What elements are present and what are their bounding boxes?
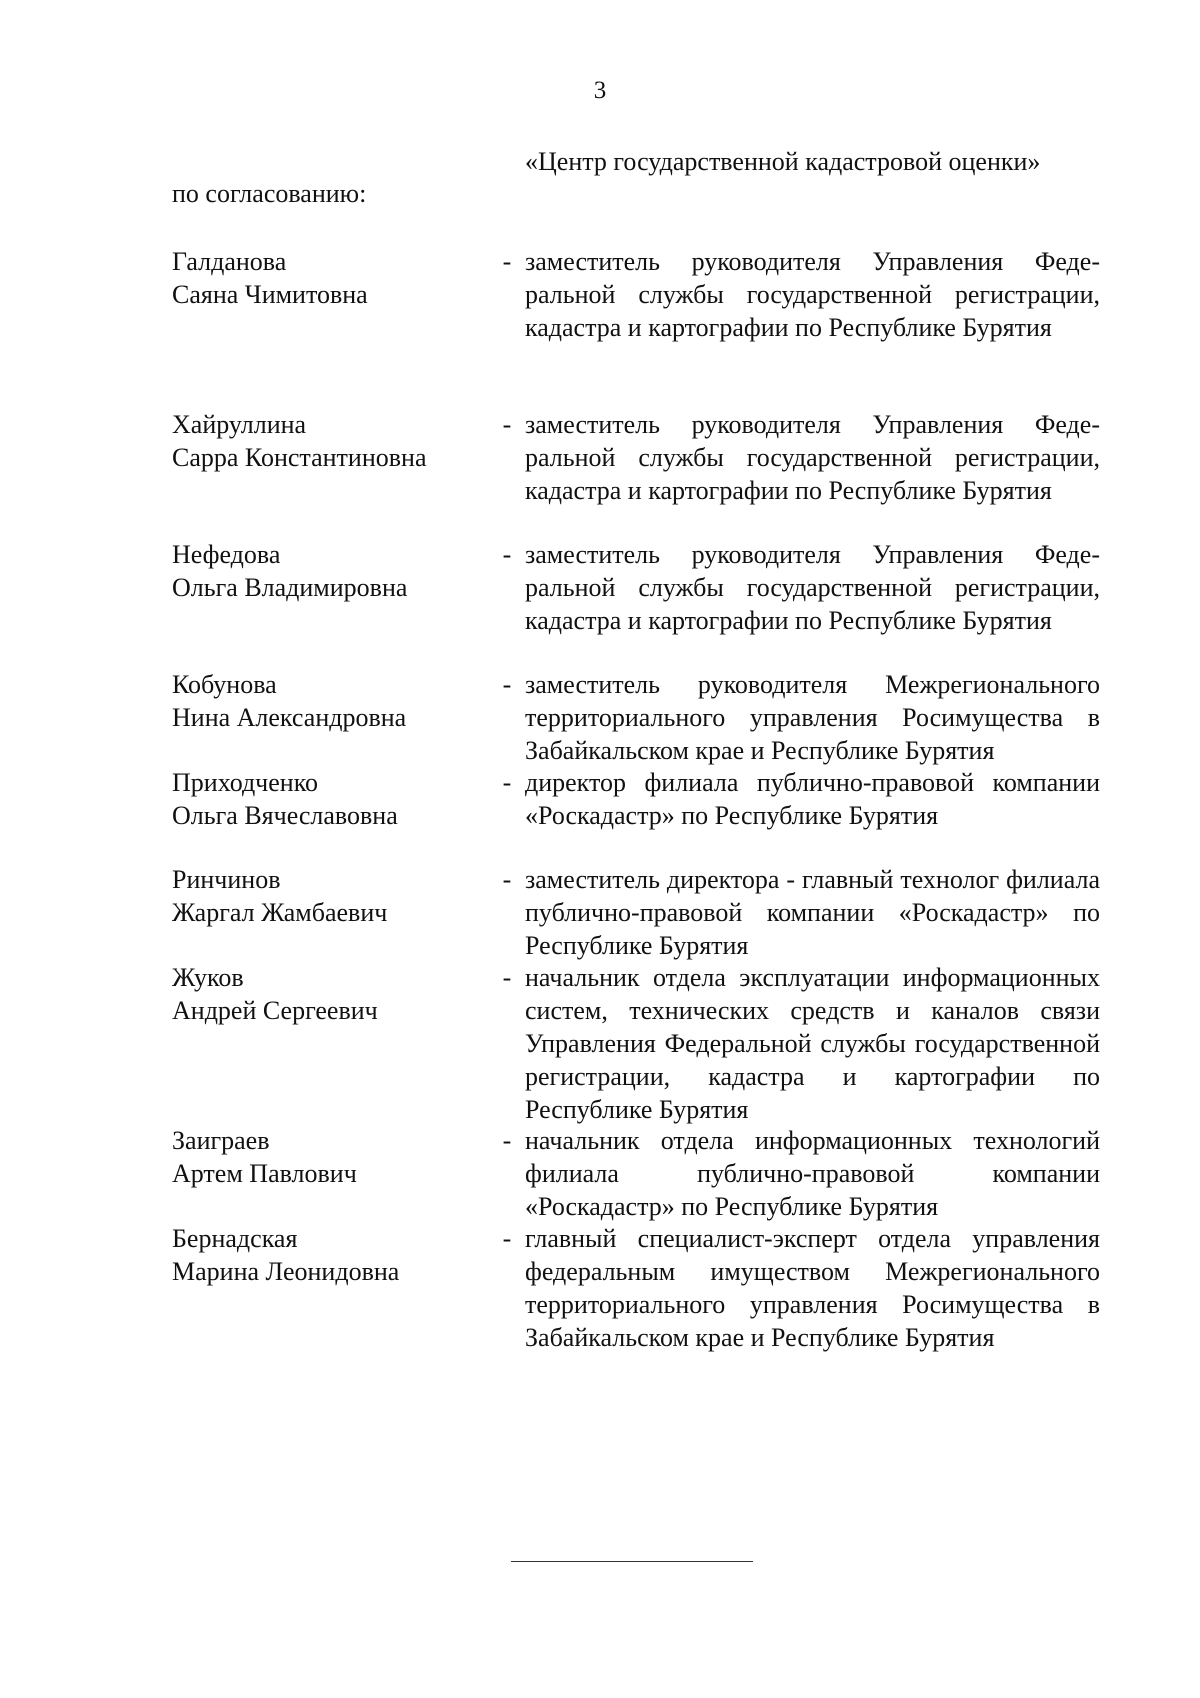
member-given-names: Марина Леонидовна [172, 1257, 400, 1286]
agreement-label: по согласованию: [172, 179, 367, 208]
page-number: 3 [593, 77, 607, 104]
member-surname: Приходченко [172, 768, 319, 797]
member-name [172, 668, 482, 734]
header-continuation-line: «Центр государственной кадастровой оценки» [525, 147, 1041, 176]
separator-dash: - [502, 540, 512, 569]
member-name [172, 1124, 482, 1190]
separator-dash: - [502, 1126, 512, 1155]
separator-dash: - [502, 670, 512, 699]
member-position: директор филиала публично-правовой компании «Роскадастр» по Республике Бурятия [525, 768, 1100, 830]
member-position: заместитель руководителя Управления Федеральной службы государственной регистрации, кадастра и картографии по Республике Бурятия [525, 540, 1100, 635]
member-name [172, 538, 482, 604]
member-position: заместитель директора - главный технолог филиала публично-правовой компании «Роскадастр» по Республике Бурятия [525, 865, 1100, 960]
member-given-names: Саяна Чимитовна [172, 280, 368, 309]
member-position: начальник отдела информационных технологий филиала публично-правовой компании «Роскадастр» по Республике Бурятия [525, 1126, 1100, 1221]
separator-dash: - [502, 768, 512, 797]
separator-dash: - [502, 410, 512, 439]
member-given-names: Андрей Сергеевич [172, 996, 378, 1025]
separator-dash: - [502, 1224, 512, 1253]
member-surname: Галданова [172, 247, 287, 276]
member-position: главный специалист-эксперт отдела управления федеральным имуществом Межрегионального территориального управления Росимущества в Забайкальском крае и Республике Бурятия [525, 1224, 1100, 1352]
member-surname: Заиграев [172, 1126, 270, 1155]
member-name [172, 1222, 482, 1288]
member-position: заместитель руководителя Межрегионального территориального управления Росимущества в Забайкальском крае и Республике Бурятия [525, 670, 1100, 765]
separator-dash: - [502, 247, 512, 276]
member-position: заместитель руководителя Управления Федеральной службы государственной регистрации, кадастра и картографии по Республике Бурятия [525, 410, 1100, 505]
member-surname: Ринчинов [172, 865, 281, 894]
member-given-names: Ольга Вячеславовна [172, 801, 398, 830]
separator-dash: - [502, 865, 512, 894]
member-surname: Кобунова [172, 670, 277, 699]
footnote-rule [511, 1561, 753, 1562]
separator-dash: - [502, 963, 512, 992]
member-name [172, 766, 482, 832]
member-given-names: Ольга Владимировна [172, 573, 408, 602]
member-position: начальник отдела эксплуатации информационных систем, технических средств и каналов связи Управления Федеральной службы государственной регистрации, кадастра и картографии по Республике Бурятия [525, 963, 1100, 1124]
member-position: заместитель руководителя Управления Федеральной службы государственной регистрации, кадастра и картографии по Республике Бурятия [525, 247, 1100, 342]
member-name [172, 961, 482, 1027]
member-surname: Нефедова [172, 540, 281, 569]
member-surname: Хайруллина [172, 410, 307, 439]
member-given-names: Сарра Константиновна [172, 443, 427, 472]
member-name [172, 245, 482, 311]
member-surname: Бернадская [172, 1224, 298, 1253]
member-name [172, 408, 482, 474]
member-given-names: Нина Александровна [172, 703, 407, 732]
member-given-names: Жаргал Жамбаевич [172, 898, 388, 927]
member-name [172, 863, 482, 929]
member-surname: Жуков [172, 963, 244, 992]
member-given-names: Артем Павлович [172, 1159, 357, 1188]
